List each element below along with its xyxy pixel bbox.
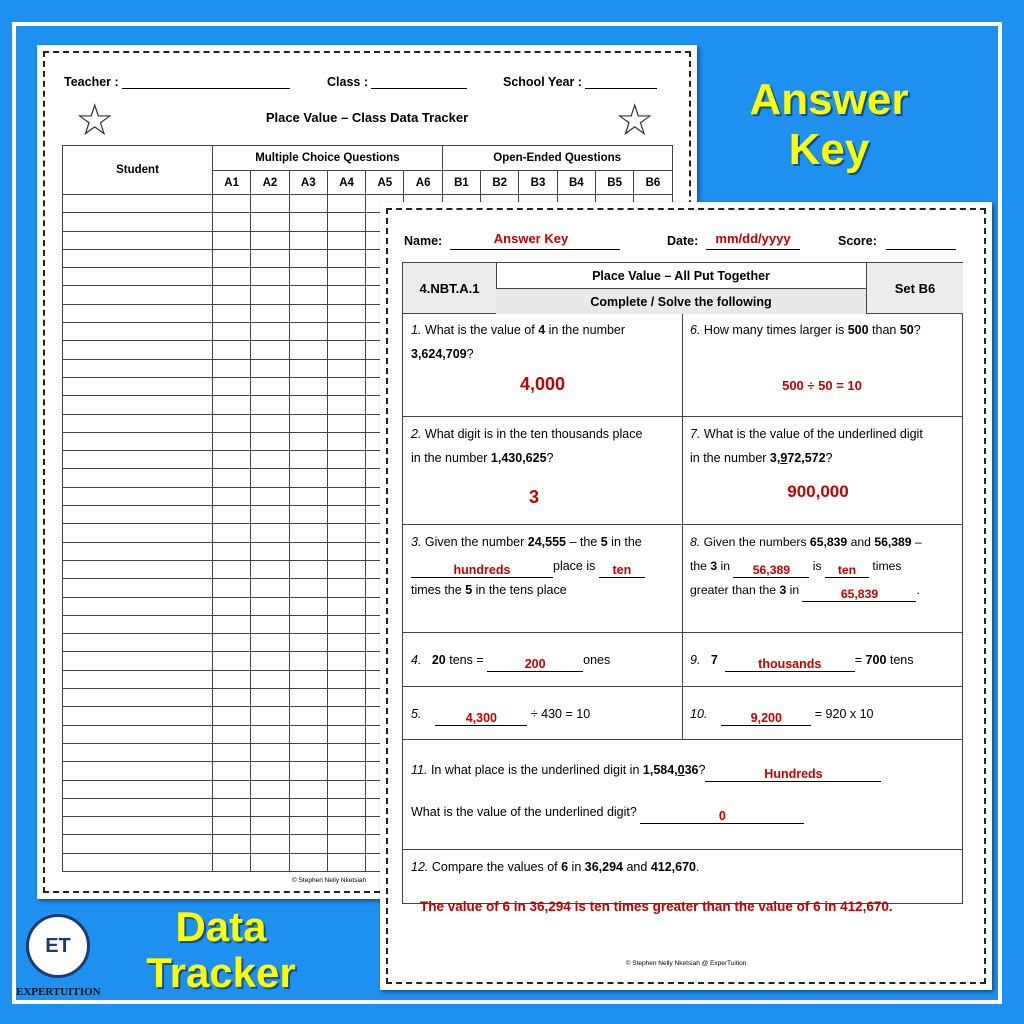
table-cell[interactable] [289, 560, 327, 578]
question-11: 11. In what place is the underlined digit in 1,584,036? Hundreds [403, 758, 962, 782]
table-cell[interactable] [251, 798, 289, 816]
table-cell[interactable] [327, 524, 365, 542]
table-cell[interactable] [289, 762, 327, 780]
table-cell[interactable] [289, 707, 327, 725]
blank-8a[interactable]: 56,389 [733, 563, 809, 578]
table-cell[interactable] [213, 780, 251, 798]
table-cell[interactable] [63, 195, 213, 213]
table-cell[interactable] [251, 853, 289, 871]
table-cell[interactable] [327, 249, 365, 267]
table-cell[interactable] [63, 542, 213, 560]
name-label: Name: [404, 234, 443, 248]
column-header: B4 [557, 171, 595, 195]
question-3: 3. Given the number 24,555 – the 5 in the hundreds place is ten times the 5 in the tens place [403, 530, 682, 602]
table-cell[interactable] [213, 359, 251, 377]
answer-key-sheet [380, 202, 992, 990]
table-cell[interactable] [63, 560, 213, 578]
table-cell[interactable] [213, 670, 251, 688]
table-cell[interactable] [251, 634, 289, 652]
table-cell[interactable] [289, 670, 327, 688]
table-cell[interactable] [289, 853, 327, 871]
table-cell[interactable] [327, 542, 365, 560]
table-cell[interactable] [63, 469, 213, 487]
table-cell[interactable] [327, 377, 365, 395]
table-cell[interactable] [213, 615, 251, 633]
table-cell[interactable] [289, 634, 327, 652]
table-cell[interactable] [251, 817, 289, 835]
logo-brand-text: EXPERTUITION [16, 986, 101, 998]
row-divider [403, 416, 962, 417]
table-cell[interactable] [63, 286, 213, 304]
table-cell[interactable] [213, 341, 251, 359]
table-cell[interactable] [63, 634, 213, 652]
table-cell[interactable] [213, 377, 251, 395]
answer-7: 900,000 [787, 482, 849, 501]
table-cell[interactable] [63, 579, 213, 597]
table-cell[interactable] [63, 396, 213, 414]
table-cell[interactable] [63, 670, 213, 688]
table-cell[interactable] [213, 469, 251, 487]
question-10: 10. 9,200 = 920 x 10 [690, 707, 874, 725]
answer-6: 500 ÷ 50 = 10 [782, 378, 862, 393]
table-cell[interactable] [213, 396, 251, 414]
date-label: Date: [667, 234, 699, 248]
table-cell[interactable] [251, 323, 289, 341]
underlined-digit: 0 [677, 763, 685, 777]
blank-3a[interactable]: hundreds [411, 563, 553, 578]
table-cell[interactable] [251, 359, 289, 377]
column-header: A4 [327, 171, 365, 195]
table-cell[interactable] [251, 304, 289, 322]
banner-line: Key [788, 125, 870, 174]
row-divider [403, 739, 962, 740]
name-value: Answer Key [493, 231, 569, 246]
table-cell[interactable] [251, 707, 289, 725]
blank-4[interactable]: 200 [487, 657, 583, 672]
table-cell[interactable] [63, 835, 213, 853]
table-cell[interactable] [213, 231, 251, 249]
table-cell[interactable] [63, 652, 213, 670]
table-cell[interactable] [213, 213, 251, 231]
table-cell[interactable] [213, 560, 251, 578]
answer-12: The value of 6 in 36,294 is ten times greater than the value of 6 in 412,670. [420, 899, 893, 914]
table-cell[interactable] [289, 396, 327, 414]
table-cell[interactable] [251, 231, 289, 249]
column-header: A1 [213, 171, 251, 195]
table-cell[interactable] [213, 195, 251, 213]
table-cell[interactable] [251, 524, 289, 542]
table-cell[interactable] [251, 762, 289, 780]
class-line[interactable] [371, 76, 467, 89]
table-cell[interactable] [213, 579, 251, 597]
table-cell[interactable] [213, 249, 251, 267]
table-cell[interactable] [63, 743, 213, 761]
table-cell[interactable] [289, 817, 327, 835]
table-cell[interactable] [251, 341, 289, 359]
banner-line: Tracker [146, 949, 296, 996]
open-ended-header: Open-Ended Questions [442, 146, 672, 171]
teacher-label: Teacher : [64, 75, 119, 89]
table-cell[interactable] [327, 689, 365, 707]
banner-line: Answer [749, 75, 909, 124]
table-cell[interactable] [327, 707, 365, 725]
table-cell[interactable] [289, 341, 327, 359]
table-cell[interactable] [251, 249, 289, 267]
star-icon: ☆ [75, 96, 115, 145]
table-cell[interactable] [327, 853, 365, 871]
blank-10[interactable]: 9,200 [721, 711, 811, 726]
column-header: B3 [519, 171, 557, 195]
blank-11b[interactable]: 0 [640, 809, 804, 824]
table-cell[interactable] [251, 432, 289, 450]
table-cell[interactable] [213, 524, 251, 542]
table-cell[interactable] [327, 798, 365, 816]
table-cell[interactable] [327, 634, 365, 652]
question-5: 5. 4,300 ÷ 430 = 10 [411, 707, 591, 725]
table-cell[interactable] [289, 579, 327, 597]
row-divider [403, 849, 962, 850]
question-2: 2. What digit is in the ten thousands place in the number 1,430,625? [411, 427, 643, 465]
blank-9[interactable]: thousands [725, 657, 855, 672]
table-cell[interactable] [63, 689, 213, 707]
table-cell[interactable] [289, 652, 327, 670]
table-cell[interactable] [63, 597, 213, 615]
table-cell[interactable] [63, 377, 213, 395]
table-cell[interactable] [327, 762, 365, 780]
table-cell[interactable] [63, 451, 213, 469]
table-cell[interactable] [289, 359, 327, 377]
table-cell[interactable] [63, 249, 213, 267]
row-divider [403, 632, 962, 633]
expertuition-logo [16, 912, 108, 1008]
table-cell[interactable] [63, 615, 213, 633]
star-icon: ☆ [615, 96, 655, 145]
score-line[interactable] [886, 234, 956, 250]
set-label: Set B6 [867, 263, 963, 313]
table-cell[interactable] [251, 560, 289, 578]
table-cell[interactable] [327, 451, 365, 469]
table-cell[interactable] [251, 195, 289, 213]
table-cell[interactable] [289, 377, 327, 395]
school-year-field [503, 75, 657, 89]
table-cell[interactable] [251, 268, 289, 286]
answer-2: 3 [528, 487, 539, 507]
column-header: B1 [442, 171, 480, 195]
table-cell[interactable] [63, 414, 213, 432]
table-cell[interactable] [213, 323, 251, 341]
column-header: B2 [481, 171, 519, 195]
table-cell[interactable] [63, 359, 213, 377]
answer-key-footer: © Stephen Nelly Nketsiah @ ExperTuition [625, 960, 747, 967]
table-cell[interactable] [327, 213, 365, 231]
table-cell[interactable] [63, 231, 213, 249]
table-cell[interactable] [251, 213, 289, 231]
underlined-digit: 9 [780, 451, 788, 465]
row-divider [403, 524, 962, 525]
table-cell[interactable] [63, 341, 213, 359]
table-cell[interactable] [63, 524, 213, 542]
column-header: B6 [634, 171, 672, 195]
table-cell[interactable] [289, 524, 327, 542]
column-header: B5 [595, 171, 633, 195]
table-cell[interactable] [213, 414, 251, 432]
column-header: A5 [366, 171, 404, 195]
table-cell[interactable] [213, 652, 251, 670]
table-cell[interactable] [63, 432, 213, 450]
table-cell[interactable] [251, 670, 289, 688]
section-title: Place Value – All Put Together [496, 263, 867, 289]
date-value: mm/dd/yyyy [715, 231, 791, 246]
table-cell[interactable] [251, 286, 289, 304]
table-cell[interactable] [289, 268, 327, 286]
table-cell[interactable] [327, 268, 365, 286]
table-cell[interactable] [327, 560, 365, 578]
table-cell[interactable] [63, 725, 213, 743]
table-cell[interactable] [327, 579, 365, 597]
table-cell[interactable] [289, 615, 327, 633]
table-cell[interactable] [63, 487, 213, 505]
table-cell[interactable] [251, 597, 289, 615]
table-cell[interactable] [327, 817, 365, 835]
table-cell[interactable] [63, 762, 213, 780]
table-cell[interactable] [327, 469, 365, 487]
question-6: 6. How many times larger is 500 than 50? [690, 323, 921, 337]
table-cell[interactable] [63, 323, 213, 341]
table-cell[interactable] [327, 725, 365, 743]
table-cell[interactable] [327, 780, 365, 798]
table-cell[interactable] [63, 268, 213, 286]
question-7: 7. What is the value of the underlined digit in the number 3,972,572? [690, 427, 923, 465]
table-cell[interactable] [213, 798, 251, 816]
table-cell[interactable] [213, 542, 251, 560]
table-cell[interactable] [251, 469, 289, 487]
table-cell[interactable] [63, 817, 213, 835]
table-cell[interactable] [327, 414, 365, 432]
table-cell[interactable] [327, 743, 365, 761]
table-cell[interactable] [289, 195, 327, 213]
table-cell[interactable] [213, 743, 251, 761]
answer-key-banner [716, 75, 942, 175]
table-cell[interactable] [213, 268, 251, 286]
table-cell[interactable] [327, 341, 365, 359]
table-cell[interactable] [289, 743, 327, 761]
table-cell[interactable] [289, 451, 327, 469]
student-header: Student [63, 146, 213, 195]
table-cell[interactable] [251, 689, 289, 707]
table-cell[interactable] [213, 634, 251, 652]
school-year-label: School Year : [503, 75, 582, 89]
table-cell[interactable] [213, 762, 251, 780]
table-cell[interactable] [213, 725, 251, 743]
table-cell[interactable] [251, 377, 289, 395]
tracker-footer: © Stephen Nelly Nketsiah [292, 877, 367, 884]
table-cell[interactable] [289, 469, 327, 487]
table-cell[interactable] [213, 451, 251, 469]
table-cell[interactable] [63, 506, 213, 524]
table-cell[interactable] [251, 579, 289, 597]
table-cell[interactable] [289, 798, 327, 816]
table-cell[interactable] [289, 231, 327, 249]
table-cell[interactable] [327, 615, 365, 633]
table-cell[interactable] [327, 432, 365, 450]
blank-5[interactable]: 4,300 [435, 711, 527, 726]
table-cell[interactable] [213, 487, 251, 505]
class-label: Class : [327, 75, 368, 89]
table-cell[interactable] [289, 432, 327, 450]
logo-letters: ET [45, 934, 71, 957]
table-cell[interactable] [289, 506, 327, 524]
table-cell[interactable] [289, 249, 327, 267]
table-cell[interactable] [327, 304, 365, 322]
table-cell[interactable] [327, 286, 365, 304]
table-cell[interactable] [327, 652, 365, 670]
table-cell[interactable] [213, 286, 251, 304]
logo-emblem-icon [26, 914, 90, 978]
table-cell[interactable] [63, 798, 213, 816]
table-cell[interactable] [327, 506, 365, 524]
section-instructions: Complete / Solve the following [496, 289, 867, 314]
question-1: 1. What is the value of 4 in the number 3,624,709? [411, 323, 626, 361]
table-cell[interactable] [251, 835, 289, 853]
table-cell[interactable] [251, 451, 289, 469]
table-cell[interactable] [63, 304, 213, 322]
teacher-line[interactable] [122, 76, 290, 89]
table-cell[interactable] [251, 506, 289, 524]
question-4: 4. 20 tens = 200 ones [411, 653, 611, 671]
table-cell[interactable] [289, 780, 327, 798]
table-cell[interactable] [327, 835, 365, 853]
questions-grid [402, 314, 963, 904]
table-cell[interactable] [213, 817, 251, 835]
table-cell[interactable] [63, 853, 213, 871]
table-cell[interactable] [327, 487, 365, 505]
table-cell[interactable] [251, 487, 289, 505]
table-cell[interactable] [289, 323, 327, 341]
table-cell[interactable] [251, 414, 289, 432]
table-cell[interactable] [327, 670, 365, 688]
table-cell[interactable] [213, 432, 251, 450]
class-field [327, 75, 467, 89]
table-cell[interactable] [289, 304, 327, 322]
table-cell[interactable] [289, 597, 327, 615]
row-divider [403, 686, 962, 687]
data-tracker-banner [108, 904, 334, 996]
table-cell[interactable] [63, 213, 213, 231]
table-cell[interactable] [289, 725, 327, 743]
tracker-title: Place Value – Class Data Tracker [265, 110, 469, 125]
column-header: A6 [404, 171, 442, 195]
table-cell[interactable] [289, 286, 327, 304]
blank-11a[interactable]: Hundreds [705, 767, 881, 782]
blank-3b[interactable]: ten [599, 563, 645, 578]
table-cell[interactable] [213, 304, 251, 322]
table-cell[interactable] [63, 707, 213, 725]
blank-8b[interactable]: ten [825, 563, 869, 578]
question-12: 12. Compare the values of 6 in 36,294 and 412,670. [411, 860, 700, 874]
table-cell[interactable] [327, 359, 365, 377]
table-cell[interactable] [213, 835, 251, 853]
table-cell[interactable] [289, 487, 327, 505]
school-year-line[interactable] [585, 76, 657, 89]
question-11-part-2: What is the value of the underlined digit? 0 [403, 800, 962, 824]
table-cell[interactable] [251, 652, 289, 670]
question-9: 9. 7 thousands = 700 tens [690, 653, 914, 671]
standard-header [402, 262, 963, 314]
table-cell[interactable] [327, 231, 365, 249]
score-label: Score: [838, 234, 877, 248]
table-cell[interactable] [327, 396, 365, 414]
question-8: 8. Given the numbers 65,839 and 56,389 – the 3 in 56,389 is ten times greater than the 3 in 65,839 . [690, 535, 922, 601]
table-cell[interactable] [327, 323, 365, 341]
table-cell[interactable] [251, 725, 289, 743]
column-header: A2 [251, 171, 289, 195]
table-cell[interactable] [289, 213, 327, 231]
table-cell[interactable] [213, 707, 251, 725]
table-cell[interactable] [213, 689, 251, 707]
table-cell[interactable] [63, 780, 213, 798]
table-cell[interactable] [251, 615, 289, 633]
table-cell[interactable] [327, 195, 365, 213]
table-cell[interactable] [251, 542, 289, 560]
table-cell[interactable] [251, 743, 289, 761]
table-cell[interactable] [213, 506, 251, 524]
column-header: A3 [289, 171, 327, 195]
table-cell[interactable] [213, 597, 251, 615]
multiple-choice-header: Multiple Choice Questions [213, 146, 443, 171]
table-cell[interactable] [327, 597, 365, 615]
banner-line: Data [175, 903, 267, 950]
table-cell[interactable] [289, 414, 327, 432]
table-cell[interactable] [213, 853, 251, 871]
teacher-field [64, 75, 290, 89]
standard-code: 4.NBT.A.1 [403, 263, 497, 313]
table-cell[interactable] [289, 689, 327, 707]
blank-8c[interactable]: 65,839 [802, 587, 916, 602]
table-cell[interactable] [251, 396, 289, 414]
table-cell[interactable] [289, 835, 327, 853]
table-cell[interactable] [289, 542, 327, 560]
table-cell[interactable] [251, 780, 289, 798]
answer-1: 4,000 [519, 374, 566, 394]
